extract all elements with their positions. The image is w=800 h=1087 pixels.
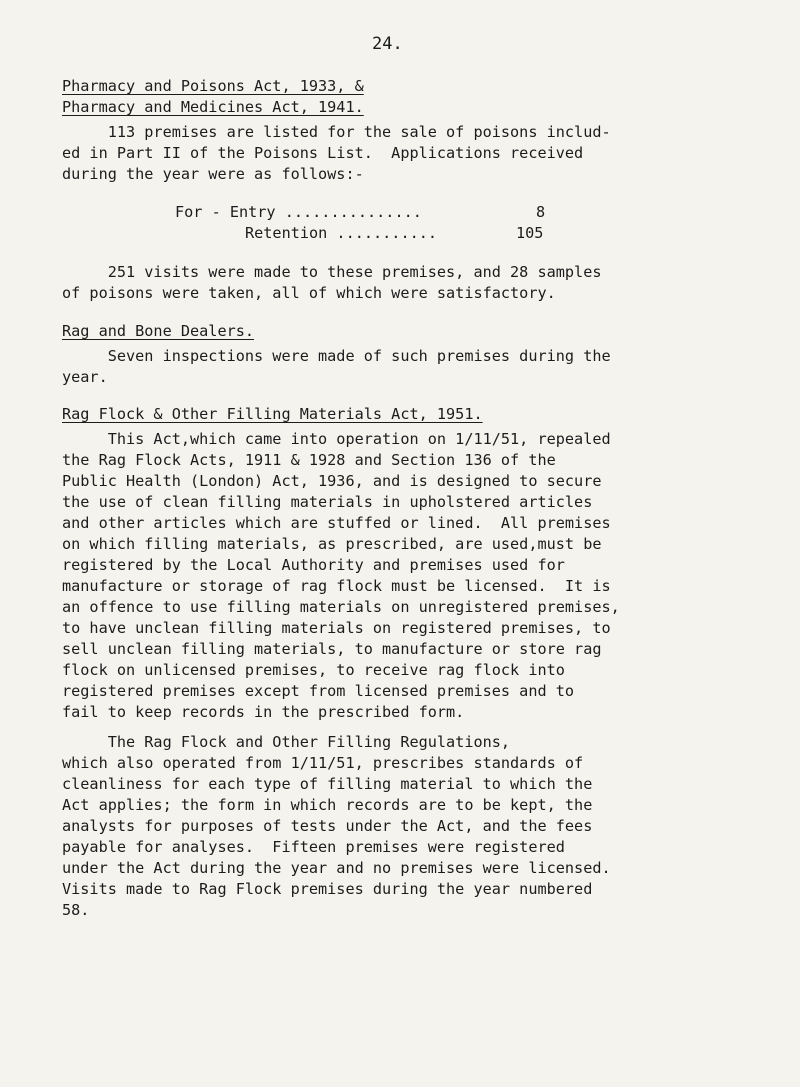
rag-bone-heading: Rag and Bone Dealers.	[62, 322, 255, 340]
rag-bone-paragraph: Seven inspections were made of such premises during the year.	[62, 347, 611, 386]
pharmacy-heading-line2: Pharmacy and Medicines Act, 1941.	[62, 98, 364, 116]
rag-flock-paragraph-2: The Rag Flock and Other Filling Regulations, which also operated from 1/11/51, prescribes standards of cleanliness for each type of filling material to which the Act applies; the form in which records are to be kept, the analysts for purposes of tests under the Act, and the fees payable for analyses. Fifteen premises were registered under the Act during the year and no premises were licensed. Visits made to Rag Flock premises during the year numbered 58.	[62, 733, 611, 919]
pharmacy-intro-paragraph: 113 premises are listed for the sale of poisons includ- ed in Part II of the Poisons List. Applications received during the year were as follows:-	[62, 123, 611, 183]
pharmacy-heading-line1: Pharmacy and Poisons Act, 1933, &	[62, 77, 364, 95]
retention-row-label: Retention ...........	[245, 224, 438, 242]
entry-row-label: For - Entry ...............	[175, 203, 422, 221]
rag-flock-paragraph-1: This Act,which came into operation on 1/11/51, repealed the Rag Flock Acts, 1911 & 1928 and Section 136 of the Public Health (London) Act, 1936, and is designed to secure the use of clean filling materials in upholstered articles and other articles which are stuffed or lined. All premises on which filling materials, as prescribed, are used,must be registered by the Local Authority and premises used for manufacture or storage of rag flock must be licensed. It is an offence to use filling materials on unregistered premises, to have unclean filling materials on registered premises, to sell unclean filling materials, to manufacture or store rag flock on unlicensed premises, to receive rag flock into registered premises except from licensed premises and to fail to keep records in the prescribed form.	[62, 430, 620, 721]
retention-row-value: 105	[516, 224, 544, 242]
pharmacy-visits-paragraph: 251 visits were made to these premises, and 28 samples of poisons were taken, all of which were satisfactory.	[62, 263, 602, 302]
rag-flock-heading: Rag Flock & Other Filling Materials Act, 1951.	[62, 405, 483, 423]
entry-row-value: 8	[536, 203, 546, 221]
page-number: 24.	[372, 34, 403, 54]
